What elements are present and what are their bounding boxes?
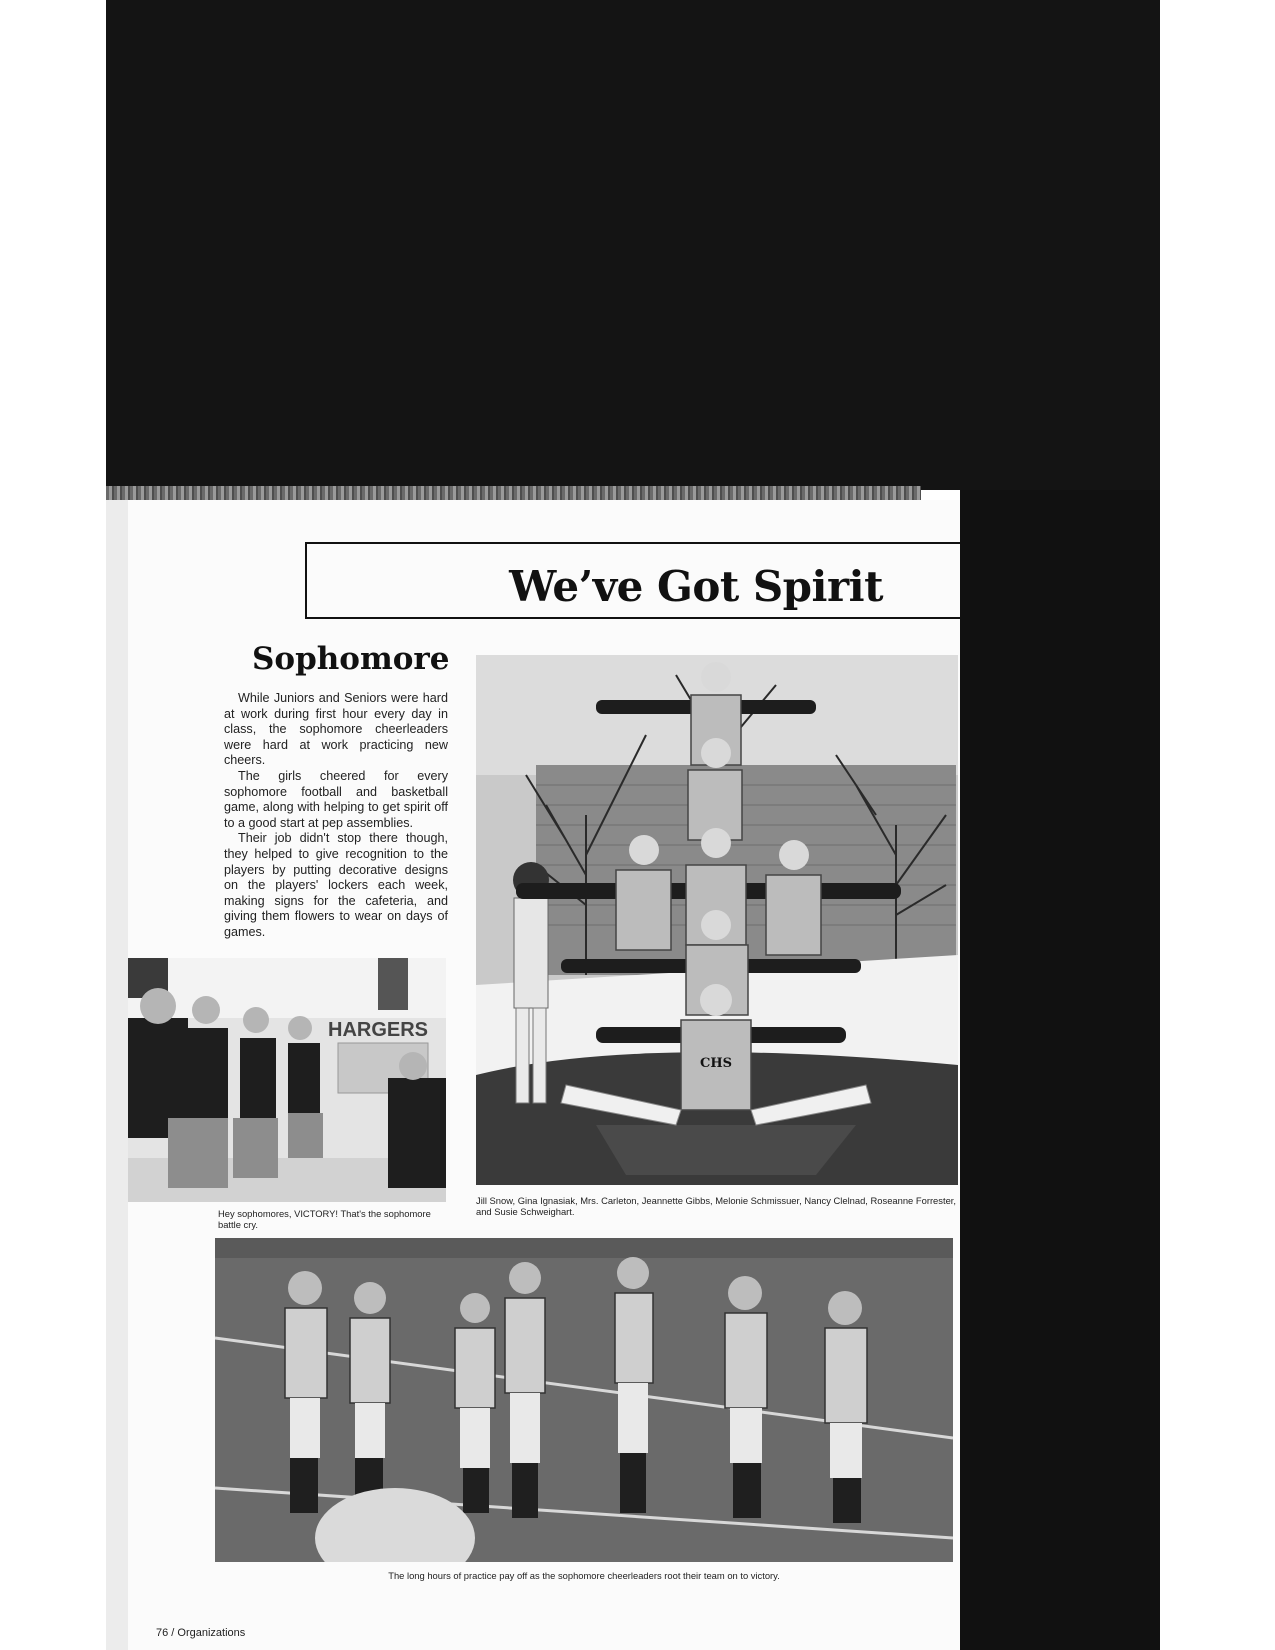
scan-dark-margin <box>960 490 1160 1650</box>
page-gutter <box>106 500 129 1650</box>
page-folio: 76 / Organizations <box>156 1627 246 1639</box>
body-text <box>224 691 448 941</box>
football-field-cheer-photo <box>215 1238 953 1562</box>
uniform-letters: CHS <box>699 1056 733 1071</box>
clapping-photo-caption: Hey sophomores, VICTORY! That's the sophomore battle cry. <box>218 1208 431 1230</box>
body-paragraph: While Juniors and Seniors were hard at work during first hour every day in class, the sophomore cheerleaders were hard at work practicing new cheers. <box>224 691 448 768</box>
gym-wall-sign: HARGERS <box>328 1019 429 1041</box>
page-title: We’ve Got Spirit <box>509 562 883 611</box>
body-paragraph: Their job didn't stop there though, they helped to give recognition to the players by putting decorative designs on the players' lockers each week, making signs for the cafeteria, and giving them flowers to wear on days of games. <box>224 831 448 939</box>
clapping-cheerleaders-photo <box>128 958 446 1202</box>
section-heading: Sophomore <box>252 641 450 677</box>
field-photo-caption: The long hours of practice pay off as the sophomore cheerleaders root their team on to victory. <box>388 1570 780 1581</box>
body-paragraph: The girls cheered for every sophomore football and basketball game, along with helping to get spirit off to a good start at pep assemblies. <box>224 768 448 830</box>
pyramid-photo-caption: Jill Snow, Gina Ignasiak, Mrs. Carleton, Jeannette Gibbs, Melonie Schmissuer, Nancy Clelnad, Roseanne Forrester, and Susie Schweighart. <box>476 1195 956 1217</box>
title-box <box>305 542 968 619</box>
book-binding-strip <box>106 486 921 500</box>
scan-dark-background <box>106 0 1160 490</box>
cheerleader-pyramid-photo <box>476 655 958 1185</box>
